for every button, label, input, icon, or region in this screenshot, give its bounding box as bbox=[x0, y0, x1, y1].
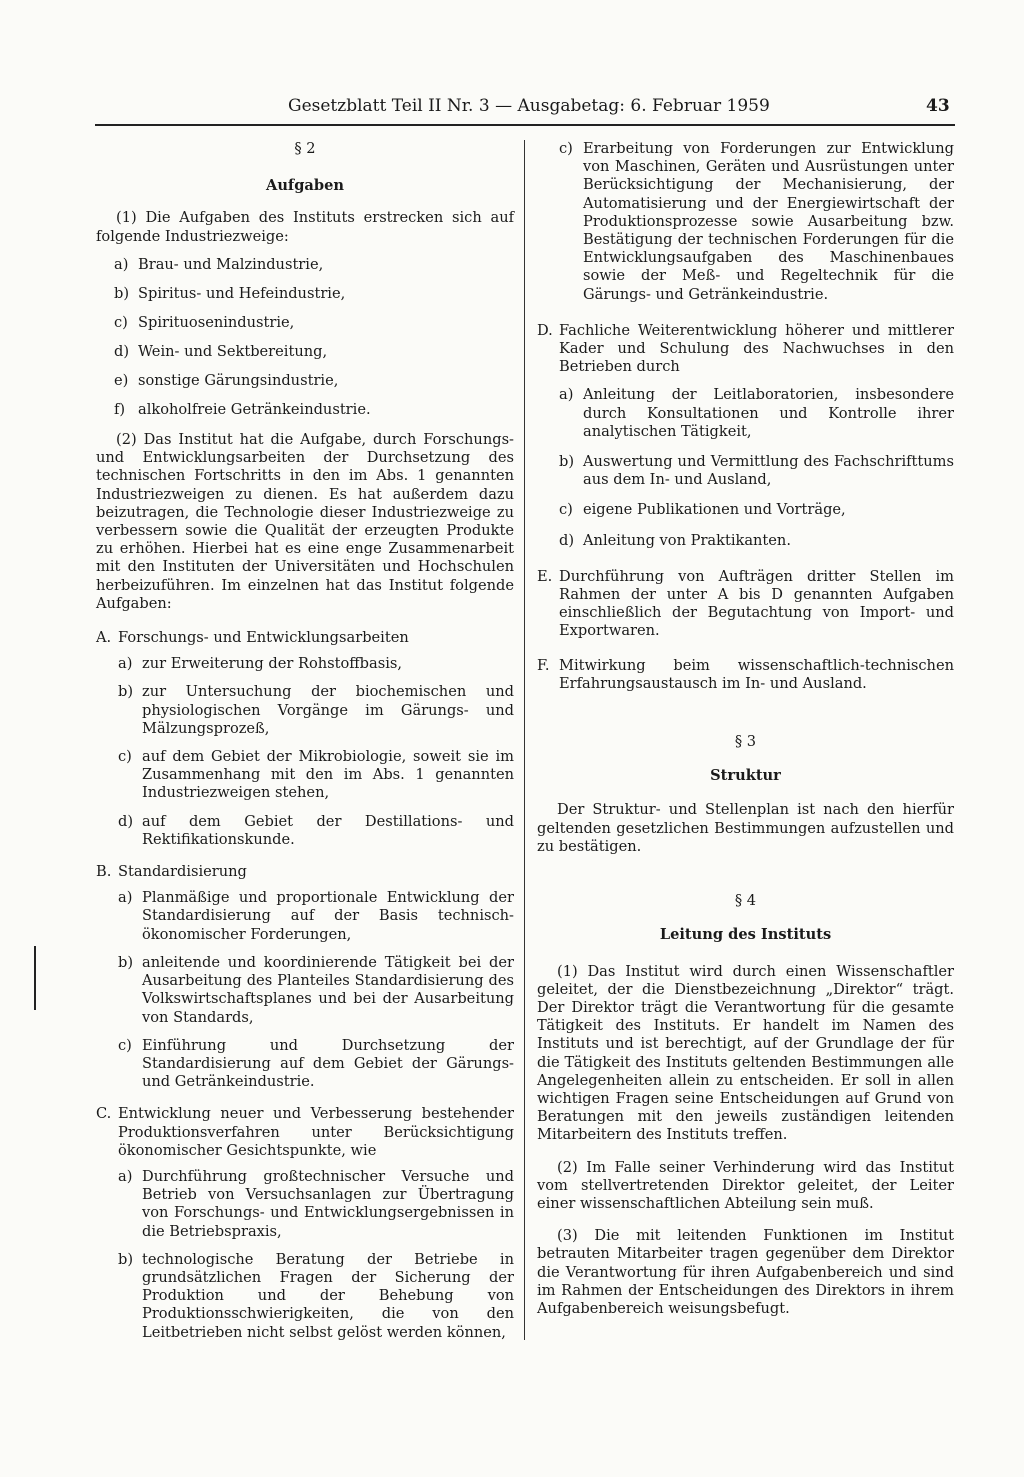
item-label: f) bbox=[114, 400, 126, 418]
item-text: alkoholfreie Getränkeindustrie. bbox=[138, 400, 371, 418]
section-F-label: F. bbox=[537, 656, 550, 674]
section-B-heading bbox=[96, 863, 514, 881]
section-B-list bbox=[96, 889, 514, 1091]
list-item bbox=[118, 954, 514, 1027]
item-label: b) bbox=[118, 1250, 134, 1268]
item-label: b) bbox=[118, 683, 134, 701]
item-label: c) bbox=[118, 748, 132, 766]
item-text: Auswertung und Vermittlung des Fachschrifttums aus dem In- und Ausland, bbox=[583, 453, 954, 489]
section-4-number: § 4 bbox=[734, 892, 757, 910]
item-text: Brau- und Malzindustrie, bbox=[138, 255, 324, 273]
item-text: Spirituosenindustrie, bbox=[138, 313, 295, 331]
list-item bbox=[118, 1168, 514, 1241]
list-item bbox=[114, 401, 514, 419]
section-D-label: D. bbox=[537, 321, 553, 339]
paragraph-2: (2) Das Institut hat die Aufgabe, durch Forschungs- und Entwicklungsarbeiten der Durchsetzung des technischen Fortschritts in den im Abs. 1 genannten Industriezweigen zu dienen. Es hat außerdem dazu beizutragen, die Technologie dieser Industriezweige zu verbessern sowie die Qualität der erzeugten Produkte zu erhöhen. Hierbei hat es eine enge Zusammenarbeit mit den Instituten der Universitäten und Hochschulen herbeizuführen. Im einzelnen hat das Institut folgende Aufgaben: bbox=[96, 431, 514, 612]
item-text: anleitende und koordinierende Tätigkeit bei der Ausarbeitung des Planteiles Standardisierung des Volkswirtschaftsplanes und bei der Ausarbeitung von Standards, bbox=[142, 953, 514, 1026]
section-3-title: Struktur bbox=[710, 767, 781, 785]
section-E-text: Durchführung von Aufträgen dritter Stellen im Rahmen der unter A bis D genannten Aufgaben einschließlich der Begutachtung von Import- und Exportwaren. bbox=[559, 567, 954, 640]
list-item bbox=[118, 655, 514, 673]
list-item bbox=[118, 683, 514, 738]
section-4-title: Leitung des Instituts bbox=[659, 926, 832, 944]
item-label: d) bbox=[114, 342, 130, 360]
left-column bbox=[96, 140, 514, 1342]
list-item bbox=[114, 314, 514, 332]
list-item bbox=[114, 256, 514, 274]
list-item bbox=[559, 453, 954, 489]
item-label: d) bbox=[118, 812, 134, 830]
item-text: Spiritus- und Hefeindustrie, bbox=[138, 284, 346, 302]
list-item bbox=[118, 1037, 514, 1092]
item-label: a) bbox=[118, 889, 133, 907]
section-A-list bbox=[96, 655, 514, 849]
section-F-text: Mitwirkung beim wissenschaftlich-technischen Erfahrungsaustausch im In- und Ausland. bbox=[559, 656, 954, 692]
section-4-paragraph-1: (1) Das Institut wird durch einen Wissenschaftler geleitet, der die Dienstbezeichnung „Direktor“ trägt. Der Direktor trägt die Verantwortung für die gesamte Tätigkeit des Instituts. Er handelt im Namen des Instituts und ist berechtigt, auf der Grundlage der für die Tätigkeit des Instituts geltenden Bestimmungen alle Angelegenheiten allein zu entscheiden. Er soll in allen wichtigen Fragen seine Entscheidungen auf Grund von Beratungen mit den jeweils zuständigen leitenden Mitarbeitern des Instituts treffen. bbox=[537, 962, 954, 1144]
item-label: b) bbox=[114, 284, 130, 302]
header-rule bbox=[95, 124, 955, 126]
section-B-title: Standardisierung bbox=[118, 863, 247, 881]
list-item bbox=[114, 372, 514, 390]
list-item bbox=[559, 532, 954, 550]
industries-list bbox=[96, 256, 514, 419]
item-label: c) bbox=[559, 140, 573, 157]
section-4-paragraph-3: (3) Die mit leitenden Funktionen im Institut betrauten Mitarbeiter tragen gegenüber dem Direktor die Verantwortung für ihren Aufgabenbereich und sind im Rahmen der Entscheidungen des Direktors in ihrem Aufgabenbereich weisungsbefugt. bbox=[537, 1227, 954, 1317]
list-item bbox=[118, 1251, 514, 1342]
item-label: a) bbox=[118, 1167, 133, 1185]
item-label: a) bbox=[114, 255, 129, 273]
page-header bbox=[0, 96, 1024, 126]
item-text: Planmäßige und proportionale Entwicklung der Standardisierung auf der Basis technisch-ökonomischer Forderungen, bbox=[142, 889, 514, 943]
section-A-label: A. bbox=[96, 629, 112, 647]
section-3-text: Der Struktur- und Stellenplan ist nach den hierfür geltenden gesetzlichen Bestimmungen aufzustellen und zu bestätigen. bbox=[537, 801, 954, 855]
list-item bbox=[559, 501, 954, 519]
item-label: c) bbox=[559, 501, 573, 519]
item-text: auf dem Gebiet der Destillations- und Rektifikationskunde. bbox=[142, 812, 514, 848]
section-C-continued bbox=[537, 140, 954, 304]
page-number: 43 bbox=[926, 96, 950, 116]
item-text: Einführung und Durchsetzung der Standardisierung auf dem Gebiet der Gärungs- und Getränkeindustrie. bbox=[142, 1036, 514, 1091]
list-item bbox=[118, 813, 514, 849]
list-item bbox=[559, 386, 954, 441]
section-A-heading bbox=[96, 629, 514, 647]
right-column bbox=[537, 140, 954, 1318]
item-text: technologische Beratung der Betriebe in grundsätzlichen Fragen der Sicherung der Produktion und der Behebung von Produktionsschwierigkeiten, die von den Leitbetrieben nicht selbst gelöst werden können, bbox=[142, 1250, 514, 1341]
item-text: Durchführung großtechnischer Versuche und Betrieb von Versuchsanlagen zur Übertragung von Forschungs- und Entwicklungsergebnissen in die Betriebspraxis, bbox=[142, 1167, 514, 1240]
item-label: d) bbox=[559, 531, 575, 549]
margin-mark bbox=[34, 946, 36, 1010]
item-label: b) bbox=[118, 953, 134, 971]
item-text: sonstige Gärungsindustrie, bbox=[138, 371, 339, 389]
column-divider bbox=[524, 140, 525, 1340]
section-3-number: § 3 bbox=[734, 733, 757, 751]
section-B-label: B. bbox=[96, 863, 112, 881]
section-D-title: Fachliche Weiterentwicklung höherer und mittlerer Kader und Schulung des Nachwuchses in den Betrieben durch bbox=[559, 321, 954, 376]
list-item bbox=[559, 140, 954, 304]
section-D-list bbox=[537, 386, 954, 549]
section-E-label: E. bbox=[537, 567, 553, 585]
item-text: auf dem Gebiet der Mikrobiologie, soweit sie im Zusammenhang mit den im Abs. 1 genannten Industriezweigen stehen, bbox=[142, 748, 514, 802]
section-F bbox=[537, 657, 954, 693]
item-label: e) bbox=[114, 371, 129, 389]
section-A-title: Forschungs- und Entwicklungsarbeiten bbox=[118, 629, 409, 647]
list-item bbox=[118, 748, 514, 803]
item-label: b) bbox=[559, 453, 575, 471]
item-text: zur Erweiterung der Rohstoffbasis, bbox=[142, 655, 402, 673]
header-title: Gesetzblatt Teil II Nr. 3 — Ausgabetag: 6. Februar 1959 bbox=[288, 96, 770, 116]
section-C-label: C. bbox=[96, 1105, 112, 1123]
item-text: Erarbeitung von Forderungen zur Entwicklung von Maschinen, Geräten und Ausrüstungen unter Berücksichtigung der Mechanisierung, der Automatisierung und der Energiewirtschaft der Produktionsprozesse sowie Ausarbeitung bzw. Bestätigung der technischen Forderungen für die Entwicklungsaufgaben des Maschinenbaues sowie der Meß- und Regeltechnik für die Gärungs- und Getränkeindustrie. bbox=[583, 140, 954, 303]
section-4-paragraph-2: (2) Im Falle seiner Verhinderung wird das Institut vom stellvertretenden Direktor geleitet, der Leiter einer wissenschaftlichen Abteilung sein muß. bbox=[537, 1158, 954, 1212]
item-label: c) bbox=[118, 1036, 132, 1054]
section-C-title: Entwicklung neuer und Verbesserung bestehender Produktionsverfahren unter Berücksichtigung ökonomischer Gesichtspunkte, wie bbox=[118, 1105, 514, 1159]
list-item bbox=[114, 285, 514, 303]
section-C-list bbox=[96, 1168, 514, 1342]
section-2-number: § 2 bbox=[294, 140, 316, 157]
item-text: Anleitung von Praktikanten. bbox=[583, 531, 791, 549]
section-C-heading bbox=[96, 1105, 514, 1160]
item-label: c) bbox=[114, 313, 128, 331]
item-text: zur Untersuchung der biochemischen und physiologischen Vorgänge im Gärungs- und Mälzungsprozeß, bbox=[142, 683, 514, 737]
item-label: a) bbox=[118, 655, 133, 673]
section-E bbox=[537, 568, 954, 641]
list-item bbox=[118, 889, 514, 944]
section-2-title: Aufgaben bbox=[266, 177, 344, 195]
paragraph-1: (1) Die Aufgaben des Instituts erstrecken sich auf folgende Industriezweige: bbox=[96, 209, 514, 245]
item-label: a) bbox=[559, 386, 574, 404]
item-text: Anleitung der Leitlaboratorien, insbesondere durch Konsultationen und Kontrolle ihrer analytischen Tätigkeit, bbox=[583, 386, 954, 440]
list-item bbox=[114, 343, 514, 361]
item-text: Wein- und Sektbereitung, bbox=[138, 342, 328, 360]
item-text: eigene Publikationen und Vorträge, bbox=[583, 501, 846, 519]
section-D-heading bbox=[537, 322, 954, 377]
